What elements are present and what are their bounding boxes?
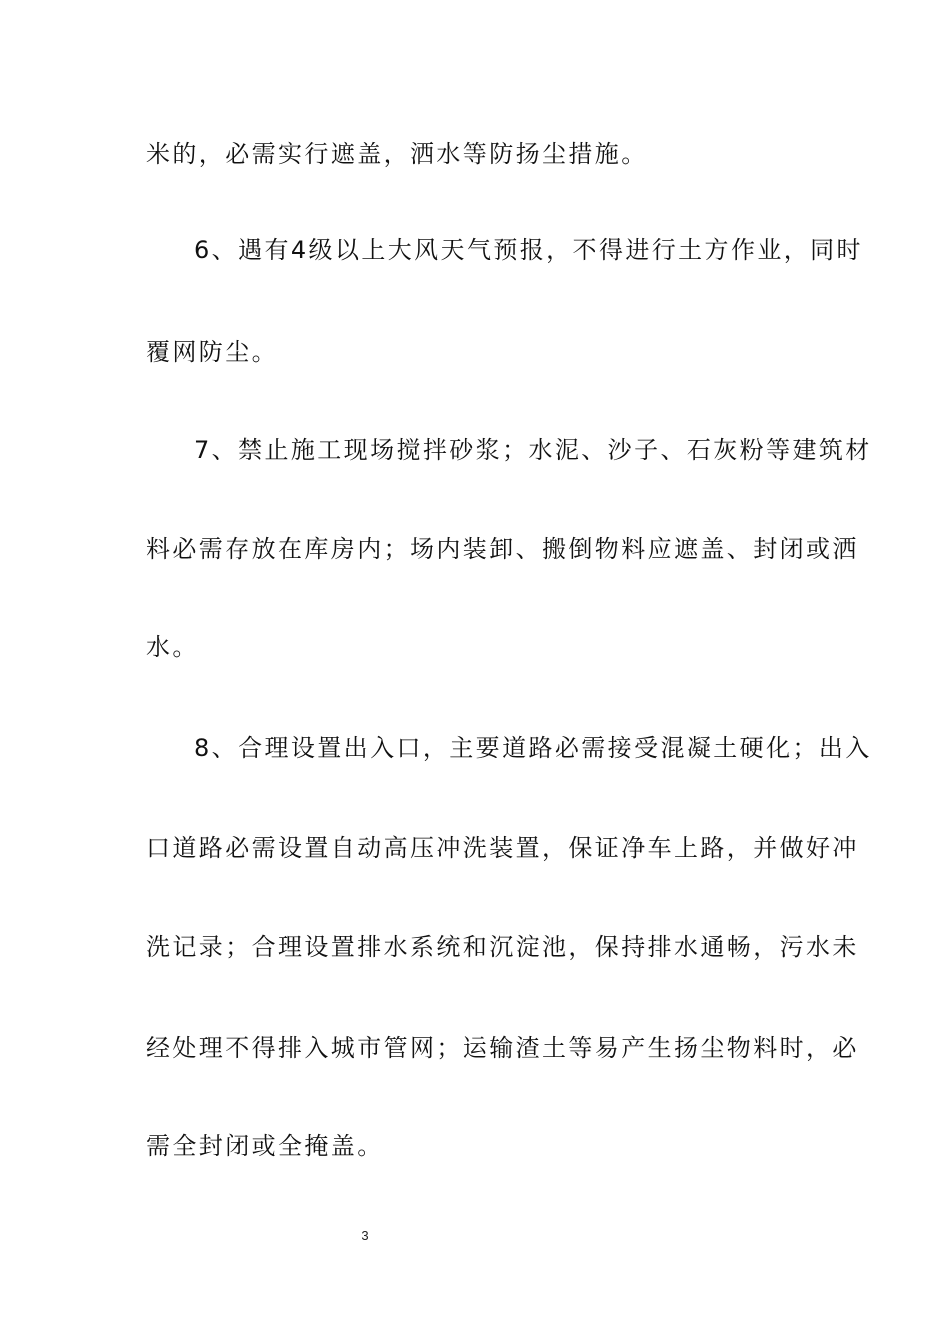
- paragraph-line: 口道路必需设置自动高压冲洗装置，保证净车上路，并做好冲: [146, 834, 859, 862]
- paragraph-line: 覆网防尘。: [146, 338, 278, 366]
- paragraph-line: 需全封闭或全掩盖。: [146, 1132, 384, 1160]
- paragraph-line: 米的，必需实行遮盖，洒水等防扬尘措施。: [146, 140, 648, 168]
- paragraph-line-item-6: 6、遇有4级以上大风天气预报，不得进行土方作业，同时: [194, 236, 863, 264]
- paragraph-line: 经处理不得排入城市管网；运输渣土等易产生扬尘物料时，必: [146, 1034, 859, 1062]
- page-number: 3: [361, 1228, 369, 1243]
- paragraph-line: 料必需存放在库房内；场内装卸、搬倒物料应遮盖、封闭或洒: [146, 535, 859, 563]
- paragraph-line: 水。: [146, 633, 199, 661]
- paragraph-line-item-7: 7、禁止施工现场搅拌砂浆；水泥、沙子、石灰粉等建筑材: [194, 436, 872, 464]
- paragraph-line: 洗记录；合理设置排水系统和沉淀池，保持排水通畅，污水未: [146, 933, 859, 961]
- paragraph-line-item-8: 8、合理设置出入口，主要道路必需接受混凝土硬化；出入: [194, 734, 872, 762]
